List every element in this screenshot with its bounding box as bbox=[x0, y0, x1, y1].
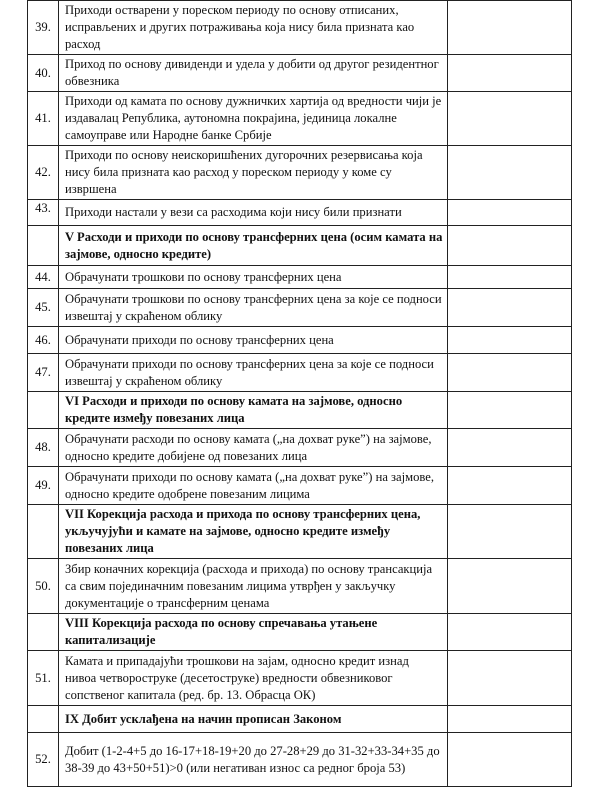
line-item-row bbox=[28, 200, 572, 226]
amount-cell bbox=[448, 614, 572, 651]
section-header-row bbox=[28, 614, 572, 651]
amount-cell bbox=[448, 226, 572, 266]
amount-cell bbox=[448, 392, 572, 429]
amount-cell[interactable] bbox=[448, 651, 572, 706]
amount-cell[interactable] bbox=[448, 467, 572, 505]
section-title: V Расходи и приходи по основу трансферних цена (осим камата на зајмове, односно кредите) bbox=[59, 226, 448, 266]
section-header-row bbox=[28, 505, 572, 559]
row-number: 42. bbox=[28, 146, 59, 200]
amount-cell[interactable] bbox=[448, 289, 572, 327]
row-number: 39. bbox=[28, 1, 59, 55]
section-title: VI Расходи и приходи по основу камата на зајмове, односно кредите између повезаних лица bbox=[59, 392, 448, 429]
amount-cell[interactable] bbox=[448, 1, 572, 55]
section-title: VII Корекција расхода и прихода по основу трансферних цена, укључујући и камате на зајмове, односно кредите између повезаних лица bbox=[59, 505, 448, 559]
row-number: 43. bbox=[28, 200, 59, 226]
row-description: Обрачунати приходи по основу камата („на дохват руке”) на зајмове, односно кредите одобрене повезаним лицима bbox=[59, 467, 448, 505]
row-description: Приходи по основу неискоришћених дугорочних резервисања која нису била призната као расход у пореском периоду у коме су извршена bbox=[59, 146, 448, 200]
row-description: Приходи остварени у пореском периоду по основу отписаних, исправљених и других потраживања која нису била призната као расход bbox=[59, 1, 448, 55]
line-item-row bbox=[28, 266, 572, 289]
row-description: Приход по основу дивиденди и удела у добити од другог резидентног обвезника bbox=[59, 55, 448, 92]
row-description: Добит (1-2-4+5 до 16-17+18-19+20 до 27-28+29 до 31-32+33-34+35 до 38-39 до 43+50+51)>0 (или негативан износ са редног броја 53) bbox=[59, 733, 448, 787]
line-item-row bbox=[28, 289, 572, 327]
amount-cell bbox=[448, 706, 572, 733]
row-number bbox=[28, 505, 59, 559]
row-description: Обрачунати трошкови по основу трансферних цена bbox=[59, 266, 448, 289]
line-item-row bbox=[28, 1, 572, 55]
row-number bbox=[28, 614, 59, 651]
row-number: 48. bbox=[28, 429, 59, 467]
row-number: 41. bbox=[28, 92, 59, 146]
amount-cell[interactable] bbox=[448, 146, 572, 200]
line-item-row bbox=[28, 55, 572, 92]
line-item-row bbox=[28, 467, 572, 505]
row-number bbox=[28, 392, 59, 429]
section-header-row bbox=[28, 226, 572, 266]
row-description: Обрачунати расходи по основу камата („на дохват руке”) на зајмове, односно кредите добијене од повезаних лица bbox=[59, 429, 448, 467]
amount-cell[interactable] bbox=[448, 55, 572, 92]
section-header-row bbox=[28, 392, 572, 429]
amount-cell[interactable] bbox=[448, 559, 572, 614]
row-number: 45. bbox=[28, 289, 59, 327]
row-number: 52. bbox=[28, 733, 59, 787]
row-description: Обрачунати приходи по основу трансферних цена за које се подноси извештај у скраћеном облику bbox=[59, 354, 448, 392]
row-number: 51. bbox=[28, 651, 59, 706]
amount-cell[interactable] bbox=[448, 327, 572, 354]
line-item-row bbox=[28, 429, 572, 467]
amount-cell[interactable] bbox=[448, 200, 572, 226]
amount-cell[interactable] bbox=[448, 733, 572, 787]
row-number: 49. bbox=[28, 467, 59, 505]
row-number bbox=[28, 706, 59, 733]
row-number bbox=[28, 226, 59, 266]
row-description: Камата и припадајући трошкови на зајам, односно кредит изнад нивоа четвороструке (десетоструке) вредности обвезниковог сопственог капитала (ред. бр. 13. Обрасца ОК) bbox=[59, 651, 448, 706]
amount-cell bbox=[448, 505, 572, 559]
row-description: Приходи од камата по основу дужничких хартија од вредности чији је издавалац Република, аутономна покрајина, јединица локалне самоуправе или Народне банке Србије bbox=[59, 92, 448, 146]
row-number: 40. bbox=[28, 55, 59, 92]
line-item-row bbox=[28, 559, 572, 614]
line-item-row bbox=[28, 651, 572, 706]
line-item-row bbox=[28, 733, 572, 787]
amount-cell[interactable] bbox=[448, 354, 572, 392]
section-title: IX Добит усклађена на начин прописан Законом bbox=[59, 706, 448, 733]
row-number: 47. bbox=[28, 354, 59, 392]
line-item-row bbox=[28, 354, 572, 392]
row-number: 44. bbox=[28, 266, 59, 289]
line-item-row bbox=[28, 146, 572, 200]
row-description: Приходи настали у вези са расходима који нису били признати bbox=[59, 200, 448, 226]
amount-cell[interactable] bbox=[448, 429, 572, 467]
row-description: Обрачунати трошкови по основу трансферних цена за које се подноси извештај у скраћеном облику bbox=[59, 289, 448, 327]
section-header-row bbox=[28, 706, 572, 733]
row-number: 50. bbox=[28, 559, 59, 614]
section-title: VIII Корекција расхода по основу спречавања утањене капитализације bbox=[59, 614, 448, 651]
line-item-row bbox=[28, 327, 572, 354]
row-number: 46. bbox=[28, 327, 59, 354]
tax-form-rows bbox=[28, 1, 572, 787]
tax-form-table bbox=[27, 0, 572, 787]
amount-cell[interactable] bbox=[448, 92, 572, 146]
amount-cell[interactable] bbox=[448, 266, 572, 289]
line-item-row bbox=[28, 92, 572, 146]
row-description: Обрачунати приходи по основу трансферних цена bbox=[59, 327, 448, 354]
row-description: Збир коначних корекција (расхода и прихода) по основу трансакција са свим појединачним повезаним лицима утврђен у закључку документације о трансферним ценама bbox=[59, 559, 448, 614]
